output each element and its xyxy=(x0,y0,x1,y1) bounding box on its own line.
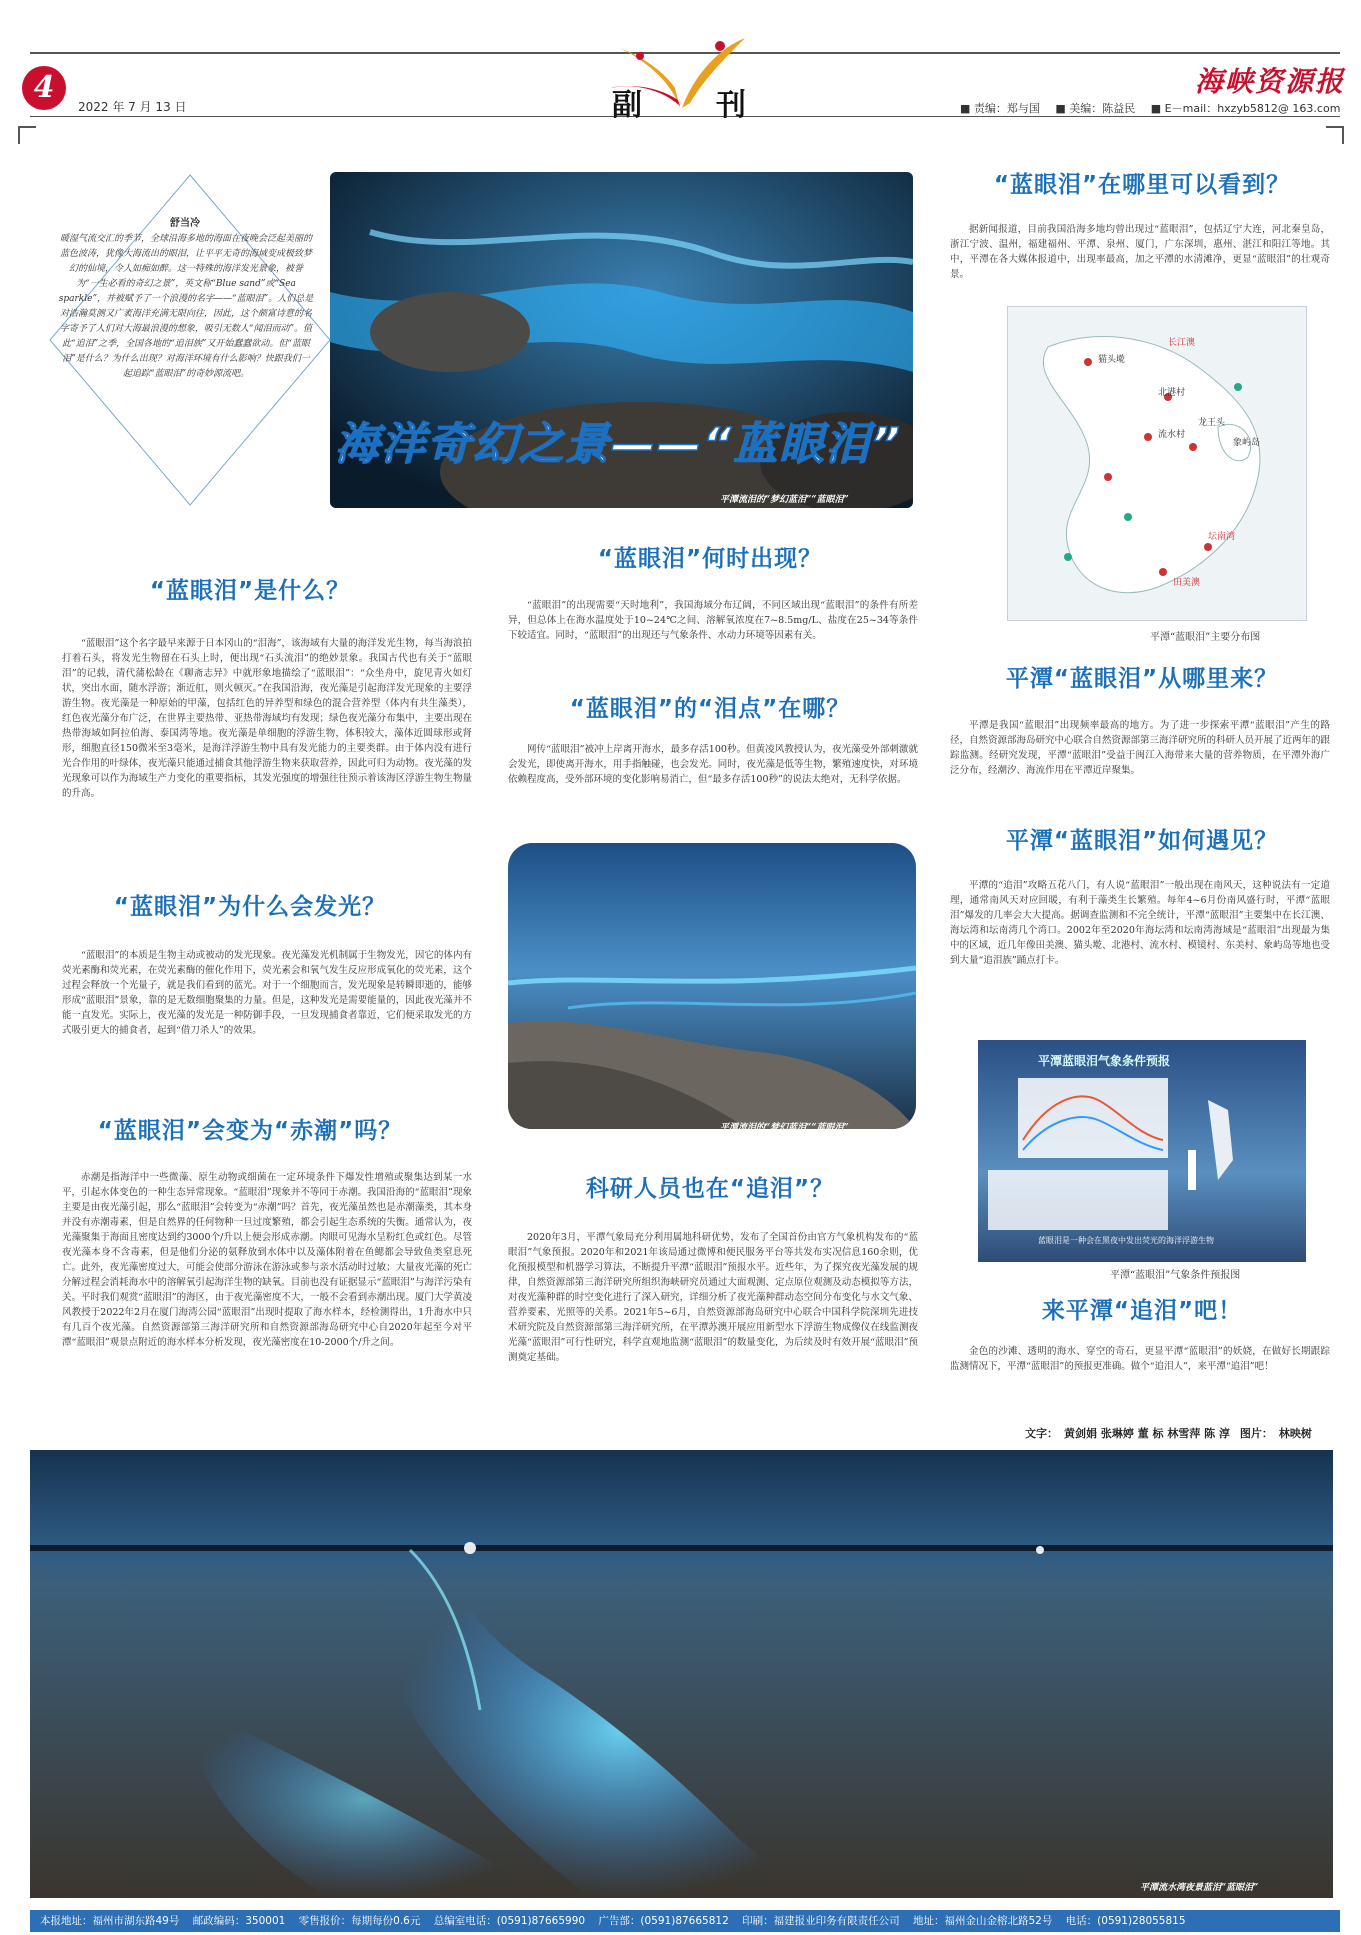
text-when: “蓝眼泪”的出现需要“天时地利”，我国海域分布辽阔，不同区域出现“蓝眼泪”的条件有所差异，但总体上在海水温度处于10~24℃之间、溶解氧浓度在7~8.5mg/L、盐度在25~34等条件下较适宜。同时，“蓝眼泪”的出现还与气象条件、水动力环境等因素有关。 xyxy=(508,600,918,641)
footer-printer: 印刷：福建报业印务有限责任公司 xyxy=(742,1915,900,1927)
map-label: 坛南湾 xyxy=(1208,532,1236,542)
footer-address: 本报地址：福州市湖东路49号 xyxy=(40,1915,180,1927)
footer-printer-address: 地址：福州金山金榕北路52号 xyxy=(912,1915,1053,1927)
credits-photo-label: 图片： xyxy=(1239,1427,1273,1440)
credits-text-label: 文字： xyxy=(1025,1427,1058,1440)
map-label: 流水村 xyxy=(1158,430,1186,440)
credits-authors: 黄剑娟 张琳婷 董 标 林雪萍 陈 淳 xyxy=(1064,1427,1230,1440)
bottom-panorama xyxy=(30,1450,1333,1898)
map-label: 长江澳 xyxy=(1168,338,1196,348)
heading-tear-point: “蓝眼泪”的“泪点”在哪？ xyxy=(569,696,851,722)
distribution-map xyxy=(1007,306,1307,621)
heading-from-where: 平潭“蓝眼泪”从哪里来？ xyxy=(1005,666,1279,692)
newspaper-logo: 海峡资源报 xyxy=(1195,65,1346,98)
intro-author: 舒当冷 xyxy=(170,218,200,229)
text-red-tide: 赤潮是指海洋中一些微藻、原生动物或细菌在一定环境条件下爆发性增殖或聚集达到某一水平，引起水体变色的一种生态异常现象。“蓝眼泪”现象并不等同于赤潮。我国沿海的“蓝眼泪”现象主要是由夜光藻引起，那么“蓝眼泪”会转变为“赤潮”吗？首先，夜光藻虽然也是赤潮藻类，其本身并没有赤潮毒素，但是自然界的任何物种一旦过度繁殖，都会引起生态系统的失衡。通常认为，夜光藻聚集于海面且密度达到约3000个/升以上便会形成赤潮。肉眼可见海水呈粉红色或红色。尽管夜光藻本身不含毒素，但是他们分泌的氨释放到水体中以及藻体附着在鱼鳃都会导致鱼类窒息死亡。此外，夜光藻密度过大，可能会使部分游泳在游泳或参与亲水活动时过敏；大量夜光藻的死亡分解过程会消耗海水中的溶解氧引起海洋生物的缺氧。目前也没有证据显示“蓝眼泪”与海洋污染有关。平时我们观赏“蓝眼泪”的海区，由于夜光藻密度不大，一般不会看到赤潮出现。厦门大学黄凌风教授于2022年2月在厦门海湾公园“蓝眼泪”出现时提取了海水样本，经检测得出，1升海水中只有几百个夜光藻。自然资源部第三海洋研究所和自然资源部海岛研究中心自2020年起至今对平潭“蓝眼泪”观景点附近的海水样本分析发现，夜光藻密度在10-2000个/升之间。 xyxy=(62,1172,472,1348)
email: ■ E－mail：hxzyb5812@ 163.com xyxy=(1150,102,1341,115)
text-what: “蓝眼泪”这个名字最早来源于日本冈山的“泪海”，该海域有大量的海洋发光生物，每当海浪拍打着石头，将发光生物留在石头上时，便出现“石头流泪”的绝妙景象。我国古代也有关于“蓝眼泪”的记载，清代蒲松龄在《聊斋志异》中就形象地描绘了“蓝眼泪”：“众坐舟中，旋见青火如灯状，突出水面，随水浮游；渐近舡，则火顿灭。”在我国沿海，夜光藻是引起海洋发光现象的主要浮游生物。夜光藻是一种原始的甲藻，包括红色的异养型和绿色的混合营养型（体内有共生藻类），红色夜光藻分布广泛，在世界主要热带、亚热带海域均有发现；绿色夜光藻分布集中，主要出现在热带海域如阿拉伯海、泰国湾等地。夜光藻是单细胞的浮游生物，体积较大，藻体近圆球形或肾形，细胞直径150微米至3毫米，是海洋浮游生物中具有发光能力的主要类群。由于体内没有进行光合作用的叶绿体，夜光藻只能通过捕食其他浮游生物来获取营养，因此可归为动物。夜光藻的发光现象可以作为海域生产力变化的重要指标，其发光强度的增强往往预示着该海区浮游生物生物量的升高。 xyxy=(62,638,472,799)
footer-phone: 总编室电话：(0591)87665990 xyxy=(433,1915,586,1927)
forecast-title: 平潭蓝眼泪气象条件预报 xyxy=(1038,1054,1171,1068)
credits xyxy=(1025,1425,1318,1441)
bottom-photo-caption: 平潭流水湾夜景蓝泪“蓝眼泪” xyxy=(1140,1883,1259,1893)
forecast-caption: 平潭“蓝眼泪”气象条件预报图 xyxy=(1110,1270,1241,1281)
heading-when: “蓝眼泪”何时出现？ xyxy=(597,546,823,572)
heading-why-glow: “蓝眼泪”为什么会发光？ xyxy=(113,894,387,920)
text-why-glow: “蓝眼泪”的本质是生物主动或被动的发光现象。夜光藻发光机制属于生物发光，因它的体内有荧光素酶和荧光素，在荧光素酶的催化作用下，荧光素会和氧气发生反应形成氧化的荧光素，这个过程会释放一个光量子，就是我们看到的蓝光。对于一个细胞而言，发光现象是转瞬即逝的，能够形成“蓝眼泪”景象，靠的是无数细胞聚集的力量。但是，这种发光是需要能量的，因此夜光藻并不能一直发光。实际上，夜光藻的发光是一种防御手段，一旦发现捕食者靠近，它们便采取发光的方式吸引更大的捕食者，起到“借刀杀人”的效果。 xyxy=(62,950,472,1036)
corner-mark xyxy=(1326,126,1344,144)
heading-red-tide: “蓝眼泪”会变为“赤潮”吗？ xyxy=(97,1118,403,1144)
heading-where: “蓝眼泪”在哪里可以看到？ xyxy=(993,172,1291,198)
mid-photo xyxy=(508,843,916,1129)
text-how-meet: 平潭的“追泪”攻略五花八门，有人说“蓝眼泪”一般出现在南风天，这种说法有一定道理，通常南风天对应回暖，有利于藻类生长繁殖。每年4~6月份南风盛行时，平潭“蓝眼泪”爆发的几率会大大提高。据调查监测和不完全统计，平潭“蓝眼泪”主要集中在长江澳、海坛湾和坛南湾几个湾口。2002年至2020年海坛湾和坛南湾海域是“蓝眼泪”出现最为集中的区域，近几年像田美澳、猫头墘、北港村、流水村、模镜村、东美村、象屿岛等地也受到大量“追泪族”踊点打卡。 xyxy=(950,880,1331,966)
forecast-poster xyxy=(978,1040,1306,1262)
text-from-where: 平潭是我国“蓝眼泪”出现频率最高的地方。为了进一步探索平潭“蓝眼泪”产生的路径，自然资源部海岛研究中心联合自然资源部第三海洋研究所的科研人员开展了近两年的跟踪监测。经研究发现，平潭“蓝眼泪”受益于闽江入海带来大量的营养物质，在平潭外海广泛分布，经潮汐、海流作用在平潭近岸聚集。 xyxy=(950,720,1331,776)
feature-title: 海洋奇幻之景——“蓝眼泪” xyxy=(335,419,902,470)
map-label: 猫头墘 xyxy=(1098,355,1126,365)
map-label: 龙王头 xyxy=(1198,418,1226,428)
heading-what: “蓝眼泪”是什么？ xyxy=(149,578,351,604)
section-title-char1: 副 xyxy=(612,88,642,123)
issue-date: 2022 年 7 月 13 日 xyxy=(78,100,187,114)
editor-info xyxy=(960,100,1352,116)
map-label: 象屿岛 xyxy=(1233,438,1261,448)
footer-printer-phone: 电话：(0591)28055815 xyxy=(1065,1915,1186,1927)
editor: ■ 责编：郑与国 xyxy=(960,102,1040,115)
heading-research: 科研人员也在“追泪”？ xyxy=(585,1176,835,1202)
map-label: 田美澳 xyxy=(1173,578,1201,588)
text-tear-point: 网传“蓝眼泪”被冲上岸离开海水，最多存活100秒。但黄凌风教授认为，夜光藻受外部刺激就会发光，即使离开海水，用手指触碰，也会发光。同时，夜光藻是低等生物，繁殖速度快，对环境依赖程度高，受外部环境的变化影响易消亡，但“最多存活100秒”的说法太绝对，无科学依据。 xyxy=(508,744,918,785)
forecast-note: 蓝眼泪是一种会在黑夜中发出荧光的海洋浮游生物 xyxy=(1038,1236,1214,1245)
heading-how-meet: 平潭“蓝眼泪”如何遇见？ xyxy=(1005,828,1279,854)
hero-caption: 平潭流泪的“梦幻蓝泪”“蓝眼泪” xyxy=(720,495,849,505)
mid-photo-caption: 平潭流泪的“梦幻蓝泪”“蓝眼泪” xyxy=(720,1123,849,1133)
map-caption: 平潭“蓝眼泪”主要分布图 xyxy=(1150,632,1261,643)
text-where: 据新闻报道，目前我国沿海多地均曾出现过“蓝眼泪”，包括辽宁大连，河北秦皇岛，浙江宁波、温州，福建福州、平潭、泉州、厦门，广东深圳，惠州、湛江和阳江等地。其中，平潭在各大媒体报道中，出现率最高，加之平潭的水清滩净，更显“蓝眼泪”的壮观奇景。 xyxy=(950,224,1330,280)
footer-info-bar xyxy=(30,1910,1340,1932)
footer-price: 零售报价：每期每份0.6元 xyxy=(298,1915,421,1927)
section-title-char2: 刊 xyxy=(716,88,746,123)
designer: ■ 美编：陈益民 xyxy=(1055,102,1136,115)
footer-ads: 广告部：(0591)87665812 xyxy=(598,1915,729,1927)
heading-come: 来平潭“追泪”吧！ xyxy=(1041,1298,1243,1324)
corner-mark xyxy=(18,126,36,144)
map-label: 北港村 xyxy=(1158,388,1186,398)
text-research: 2020年3月，平潭气象局充分利用属地科研优势，发布了全国首份由官方气象机构发布的“蓝眼泪”气象预报。2020年和2021年该局通过微博和便民服务平台等共发布实况信息160余则，优化预报模型和机器学习算法，不断提升平潭“蓝眼泪”预报水平。近些年，为了探究夜光藻发展的规律，自然资源部第三海洋研究所组织海峡研究员通过大面观测、定点原位观测及动态模拟等方法，对夜光藻种群的时空变化进行了深入研究，详细分析了夜光藻种群动态空间分布变化与水文气象、营养要素、光照等的关系。2021年5~6月，自然资源部海岛研究中心联合中国科学院深圳先进技术研究院及自然资源部第三海洋研究所，在平潭苏澳开展应用新型水下浮游生物成像仪在线监测夜光藻“蓝眼泪”可行性研究，科学直观地监测“蓝眼泪”的数量变化，为后续及时有效开展“蓝眼泪”预测奠定基础。 xyxy=(508,1232,918,1363)
intro-text: 暖湿气流交汇的季节，全球沿海多地的海面在夜晚会泛起美丽的蓝色波涛，犹像大海流出的眼泪，让平平无奇的海域变成极致梦幻的仙境，令人如痴如醉。这一特殊的海洋发光景象，被誉为“一生必看的奇幻之景”，英文称“Blue sand”或“Sea sparkle”，并被赋予了一个浪漫的名字——“蓝眼泪”。人们总是对浩瀚莫测又广袤海洋充满无限向往，因此，这个颇富诗意的名字寄予了人们对大海最浪漫的想象，吸引无数人“闻泪而动”。值此“追泪”之季，全国各地的“追泪族”又开始蠢蠢欲动。但“蓝眼泪”是什么？为什么出现？对海洋环境有什么影响？快跟我们一起追踪“蓝眼泪”的奇妙源流吧。 xyxy=(58,234,314,379)
credits-photographer: 林映树 xyxy=(1278,1427,1312,1440)
footer-postcode: 邮政编码：350001 xyxy=(192,1915,286,1927)
page-number: 4 xyxy=(22,66,66,110)
text-come: 金色的沙滩、透明的海水、穿空的奇石，更显平潭“蓝眼泪”的妖娆，在做好长期跟踪监测情况下，平潭“蓝眼泪”的预报更准确。做个“追泪人”，来平潭“追泪”吧！ xyxy=(950,1346,1330,1372)
